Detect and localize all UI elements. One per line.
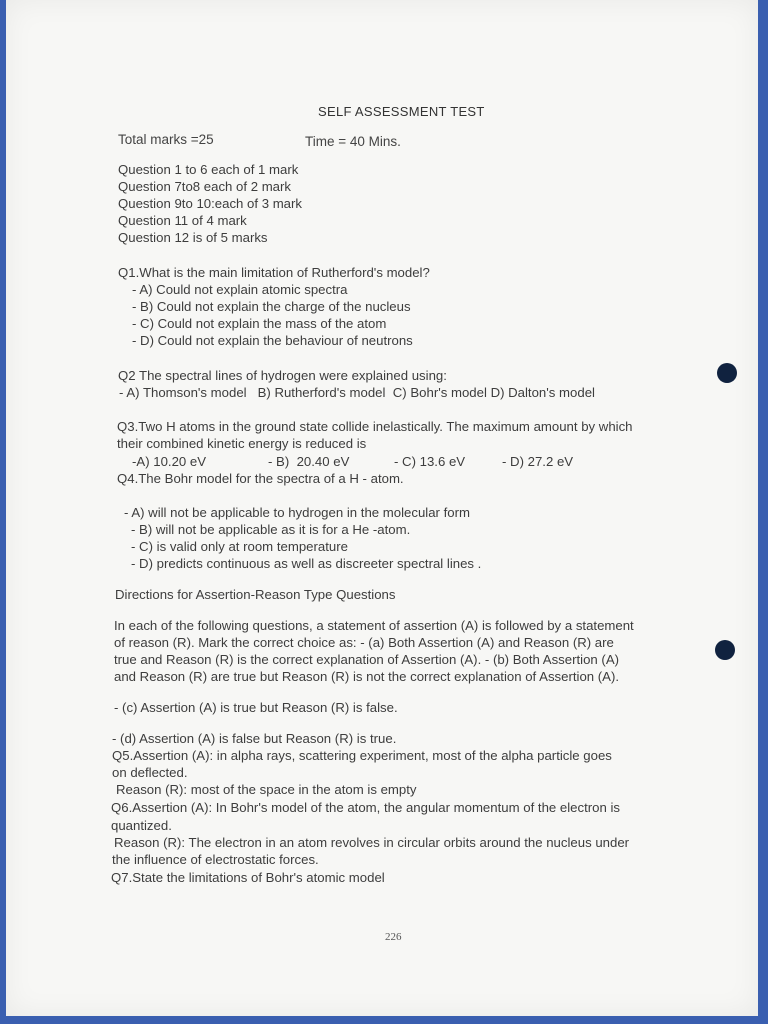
q4-option: - D) predicts continuous as well as discreeter spectral lines . [131,556,482,571]
directions-text: of reason (R). Mark the correct choice as: - (a) Both Assertion (A) and Reason (R) are [114,635,614,650]
punch-hole [715,640,735,660]
time-limit: Time = 40 Mins. [305,134,401,149]
q5-assertion: Q5.Assertion (A): in alpha rays, scattering experiment, most of the alpha particle goes [112,748,612,763]
marking-line: Question 9to 10:each of 3 mark [118,196,303,211]
q3-question: Q3.Two H atoms in the ground state collide inelastically. The maximum amount by which [117,419,633,434]
q2-question: Q2 The spectral lines of hydrogen were explained using: [118,368,447,383]
total-marks: Total marks =25 [118,132,214,147]
q1-question: Q1.What is the main limitation of Rutherford's model? [118,265,430,280]
q1-option: - D) Could not explain the behaviour of neutrons [132,333,413,348]
q6-reason: Reason (R): The electron in an atom revolves in circular orbits around the nucleus under [114,835,630,850]
marking-line: Question 1 to 6 each of 1 mark [118,162,299,177]
q5-assertion-cont: on deflected. [112,765,188,780]
q4-option: - A) will not be applicable to hydrogen in the molecular form [124,505,470,520]
directions-text: true and Reason (R) is the correct explanation of Assertion (A). - (b) Both Assertion (A) [114,652,620,667]
q3-option: - C) 13.6 eV [394,454,466,469]
q3-option: -A) 10.20 eV [132,454,207,469]
directions-heading: Directions for Assertion-Reason Type Questions [115,587,396,602]
marking-line: Question 12 is of 5 marks [118,230,268,245]
test-title: SELF ASSESSMENT TEST [318,104,485,119]
q4-option: - B) will not be applicable as it is for a He -atom. [131,522,411,537]
q6-reason-cont: the influence of electrostatic forces. [112,852,319,867]
choice-d: - (d) Assertion (A) is false but Reason (R) is true. [112,731,397,746]
directions-text: In each of the following questions, a statement of assertion (A) is followed by a statement [114,618,634,633]
document-page [6,0,758,1016]
q1-option: - C) Could not explain the mass of the atom [132,316,387,331]
q4-question: Q4.The Bohr model for the spectra of a H - atom. [117,471,404,486]
q3-question-cont: their combined kinetic energy is reduced is [117,436,367,451]
directions-text: and Reason (R) are true but Reason (R) is not the correct explanation of Assertion (A). [114,669,620,684]
marking-line: Question 7to8 each of 2 mark [118,179,292,194]
q3-option: - D) 27.2 eV [502,454,574,469]
q3-option: - B) 20.40 eV [268,454,350,469]
q1-option: - A) Could not explain atomic spectra [132,282,348,297]
q6-assertion-cont: quantized. [111,818,172,833]
choice-c: - (c) Assertion (A) is true but Reason (R) is false. [114,700,398,715]
q2-options: - A) Thomson's model B) Rutherford's model C) Bohr's model D) Dalton's model [119,385,595,400]
punch-hole [717,363,737,383]
q1-option: - B) Could not explain the charge of the nucleus [132,299,411,314]
q4-option: - C) is valid only at room temperature [131,539,348,554]
q7-question: Q7.State the limitations of Bohr's atomic model [111,870,385,885]
q5-reason: Reason (R): most of the space in the atom is empty [116,782,417,797]
page-number: 226 [385,931,402,943]
marking-line: Question 11 of 4 mark [118,213,247,228]
q6-assertion: Q6.Assertion (A): In Bohr's model of the atom, the angular momentum of the electron is [111,800,621,815]
